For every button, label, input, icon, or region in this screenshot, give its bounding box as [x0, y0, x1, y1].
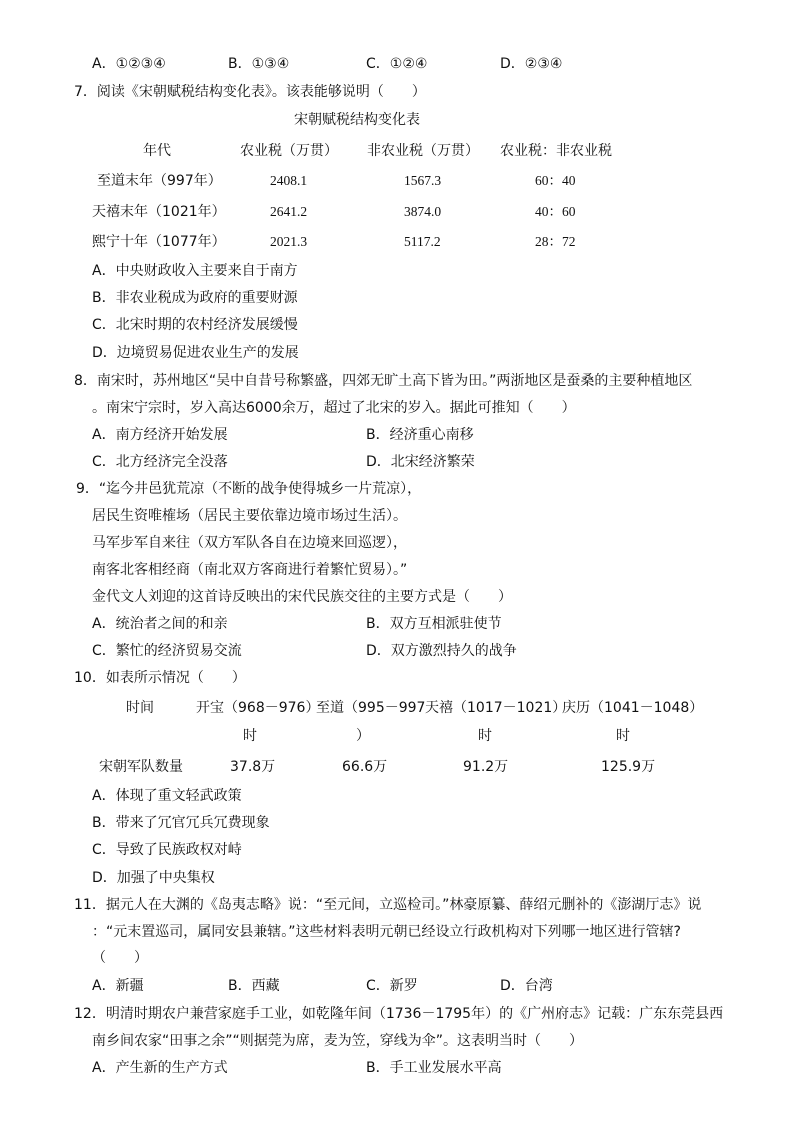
q10-row-label: 宋朝军队数量: [99, 759, 183, 775]
q10-value4: 125.9万: [601, 759, 656, 775]
q7-option-a: A．中央财政收入主要来自于南方: [92, 263, 298, 279]
q10-period2-top: 至道（995－997: [316, 700, 426, 716]
q10-period3-top: 天禧（1017－1021）: [425, 700, 567, 716]
q11-option-d: D．台湾: [500, 978, 553, 994]
q7-row1-ratio: 60：40: [535, 173, 576, 188]
q10-value3: 91.2万: [463, 759, 509, 775]
q10-option-d: D．加强了中央集权: [92, 870, 215, 886]
q7-option-b: B．非农业税成为政府的重要财源: [92, 290, 298, 306]
q11-stem-line3: （ ）: [92, 950, 148, 966]
q8-option-c: C．北方经济完全没落: [92, 454, 228, 470]
q10-period4-bottom: 时: [616, 728, 630, 744]
q7-row1-era: 至道末年（997年）: [97, 173, 222, 189]
q12-option-b: B．手工业发展水平高: [366, 1060, 502, 1076]
q7-row3-agri: 2021.3: [270, 234, 308, 249]
q7-header-nonagri: 非农业税（万贯）: [367, 143, 479, 159]
q9-option-d: D．双方激烈持久的战争: [366, 643, 517, 659]
q7-header-ratio: 农业税：非农业税: [500, 143, 612, 159]
q7-header-agri: 农业税（万贯）: [240, 143, 338, 159]
q10-stem: 10．如表所示情况（ ）: [74, 670, 246, 686]
q7-row2-ratio: 40：60: [535, 204, 576, 219]
q12-option-a: A．产生新的生产方式: [92, 1060, 228, 1076]
q10-value2: 66.6万: [342, 759, 388, 775]
q11-option-b: B．西藏: [228, 978, 280, 994]
q9-stem-line4: 南客北客相经商（南北双方客商进行着繁忙贸易）。”: [92, 562, 408, 578]
q8-stem-line2: 。南宋宁宗时，岁入高达6000余万，超过了北宋的岁入。据此可推知（ ）: [92, 400, 576, 416]
q6-option-d: D．②③④: [500, 56, 563, 72]
q11-stem-line2: ：“元末置巡司，属同安县兼辖。”这些材料表明元朝已经设立行政机构对下列哪一地区进行管辖?: [92, 924, 681, 940]
q7-row1-nonagri: 1567.3: [404, 173, 442, 188]
q11-option-a: A．新疆: [92, 978, 144, 994]
q6-option-c: C．①②④: [366, 56, 428, 72]
q8-option-a: A．南方经济开始发展: [92, 427, 228, 443]
q10-option-b: B．带来了冗官冗兵冗费现象: [92, 815, 270, 831]
q10-option-a: A．体现了重文轻武政策: [92, 788, 242, 804]
q7-row2-era: 天禧末年（1021年）: [92, 204, 226, 220]
q7-row3-era: 熙宁十年（1077年）: [92, 234, 226, 250]
q7-header-era: 年代: [143, 143, 171, 159]
q10-period1-bottom: 时: [243, 728, 257, 744]
q9-option-a: A．统治者之间的和亲: [92, 616, 228, 632]
q7-stem: 7．阅读《宋朝赋税结构变化表》。该表能够说明（ ）: [74, 84, 426, 100]
q11-option-c: C．新罗: [366, 978, 418, 994]
q9-stem-line1: 9．“迄今井邑犹荒凉（不断的战争使得城乡一片荒凉），: [76, 481, 422, 497]
q8-option-d: D．北宋经济繁荣: [366, 454, 475, 470]
q10-period3-bottom: 时: [478, 728, 492, 744]
q8-stem-line1: 8．南宋时，苏州地区“吴中自昔号称繁盛，四郊无旷土高下皆为田。”两浙地区是蚕桑的主要种植地区: [74, 373, 693, 389]
q7-row3-nonagri: 5117.2: [404, 234, 441, 249]
q10-header-label: 时间: [126, 700, 154, 716]
q7-row1-agri: 2408.1: [270, 173, 308, 188]
q7-option-c: C．北宋时期的农村经济发展缓慢: [92, 317, 298, 333]
q10-period2-bottom: ）: [356, 728, 370, 744]
q12-stem-line2: 南乡间农家“田事之余”“则据莞为席，麦为笠，穿线为伞”。这表明当时（ ）: [92, 1033, 584, 1049]
q7-row2-nonagri: 3874.0: [404, 204, 442, 219]
q9-stem-line5: 金代文人刘迎的这首诗反映出的宋代民族交往的主要方式是（ ）: [92, 589, 512, 605]
q6-option-b: B．①③④: [228, 56, 290, 72]
q7-table-title: 宋朝赋税结构变化表: [294, 112, 420, 128]
q9-option-b: B．双方互相派驻使节: [366, 616, 502, 632]
q9-stem-line3: 马军步军自来往（双方军队各自在边境来回巡逻），: [92, 535, 407, 551]
q7-row3-ratio: 28：72: [535, 234, 576, 249]
q10-option-c: C．导致了民族政权对峙: [92, 842, 242, 858]
q6-option-a: A．①②③④: [92, 56, 166, 72]
q12-stem-line1: 12．明清时期农户兼营家庭手工业，如乾隆年间（1736－1795年）的《广州府志》记载：广东东莞县西: [74, 1006, 724, 1022]
q11-stem-line1: 11．据元人在大渊的《岛夷志略》说：“至元间，立巡检司。”林豪原纂、薛绍元删补的《澎湖厅志》说: [74, 897, 702, 913]
q10-period4-top: 庆历（1041－1048）: [562, 700, 704, 716]
q10-period1-top: 开宝（968－976）: [196, 700, 320, 716]
q7-row2-agri: 2641.2: [270, 204, 308, 219]
q9-option-c: C．繁忙的经济贸易交流: [92, 643, 242, 659]
q10-value1: 37.8万: [230, 759, 276, 775]
q7-option-d: D．边境贸易促进农业生产的发展: [92, 345, 299, 361]
q8-option-b: B．经济重心南移: [366, 427, 474, 443]
q9-stem-line2: 居民生资唯榷场（居民主要依靠边境市场过生活）。: [92, 508, 407, 524]
